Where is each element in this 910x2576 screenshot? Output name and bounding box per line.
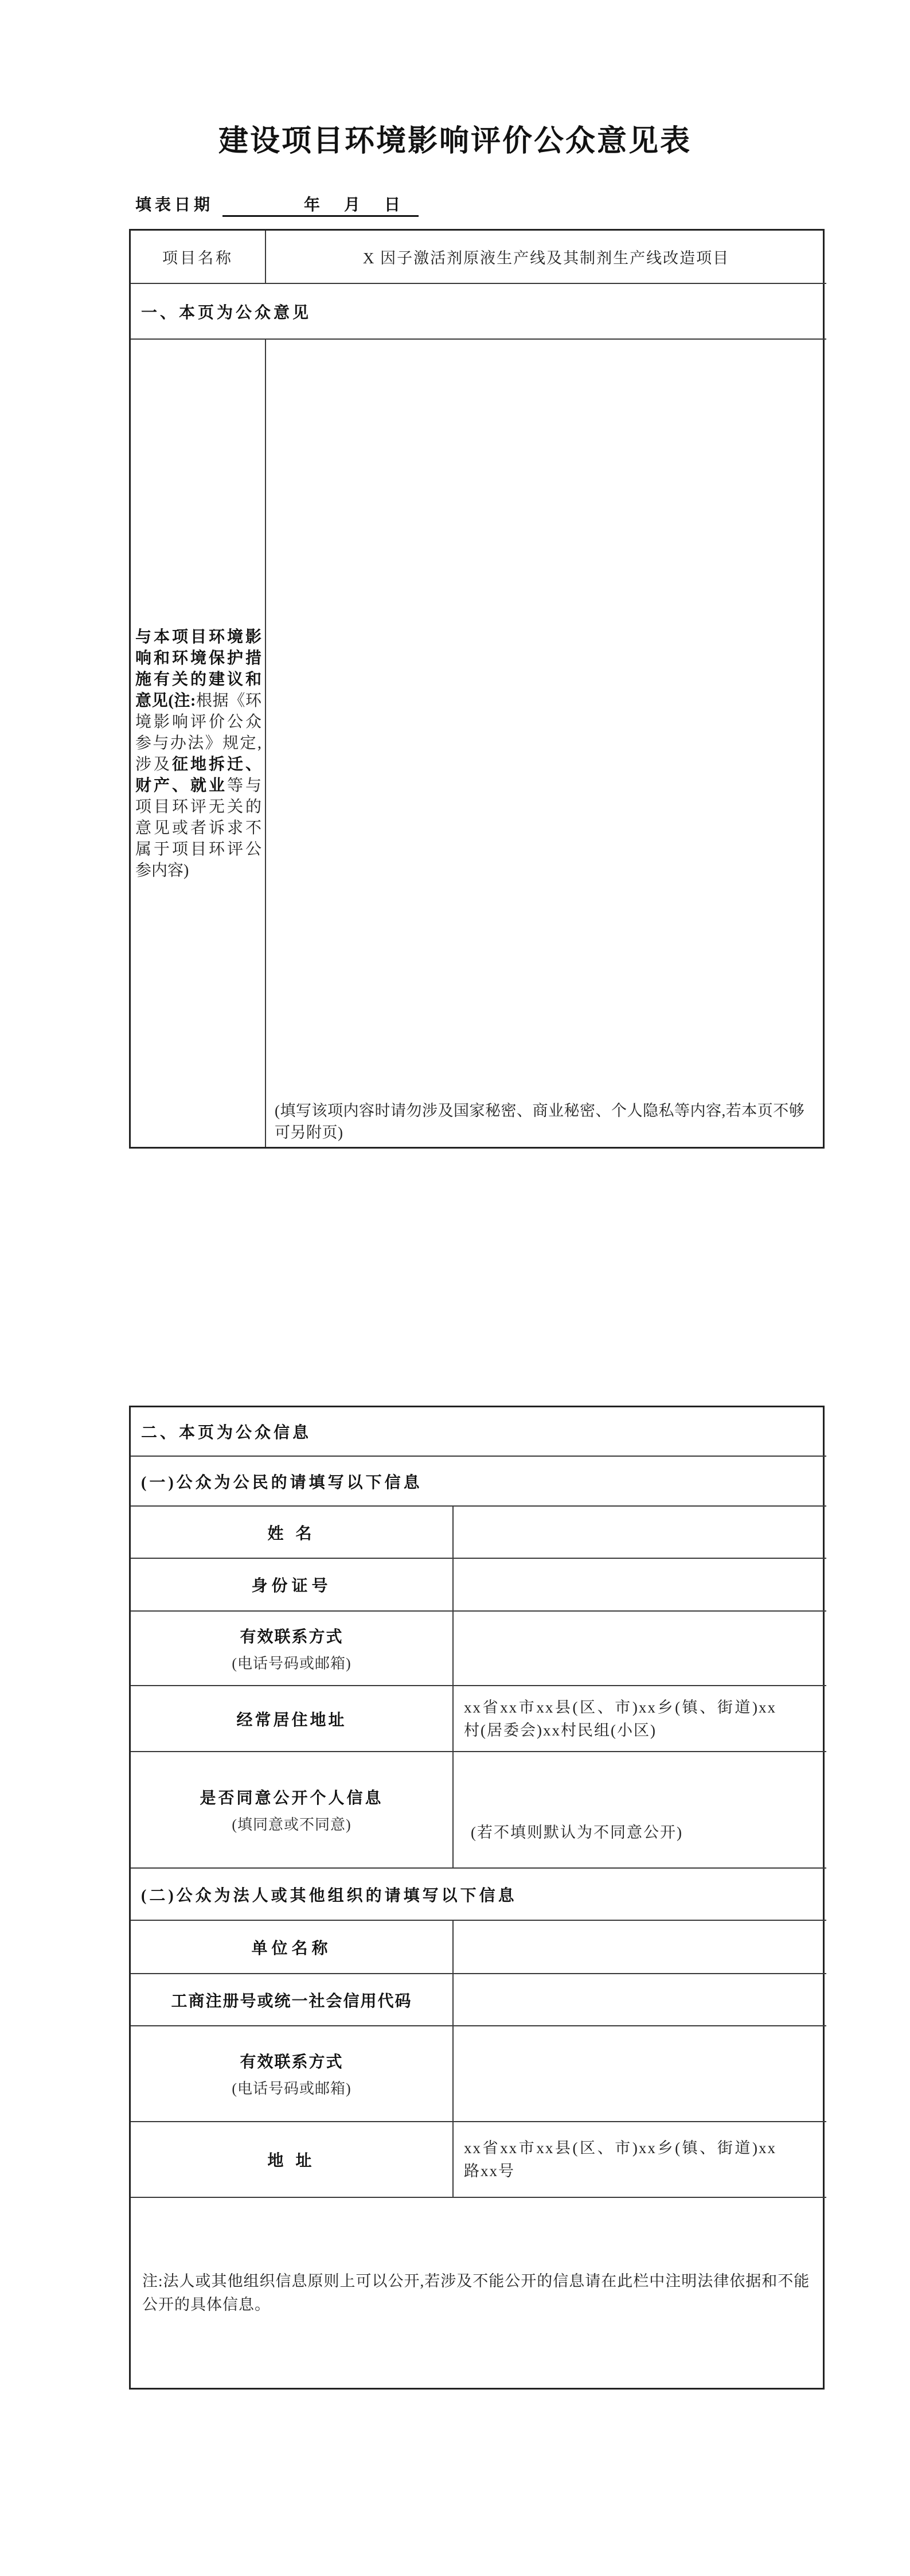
consent-sublabel: (填同意或不同意) [232,1816,351,1833]
opinion-label-seg-2: 根据《环境影响评价公众参与办法》规定,涉及 [135,692,261,773]
residence-label: 经常居住地址 [236,1711,347,1729]
year-label: 年 [304,196,321,214]
org-contact-label-cell [131,2026,454,2122]
org-section-header: (二)公众为法人或其他组织的请填写以下信息 [141,1886,517,1905]
org-contact-value-cell [454,2026,826,2122]
project-name-value: X 因子激活剂原液生产线及其制剂生产线改造项目 [362,250,730,267]
registration-label-cell [131,1974,454,2026]
project-name-label: 项目名称 [162,250,233,267]
footer-note-cell [131,2198,826,2388]
section1-header: 一、本页为公众意见 [141,303,312,322]
opinion-label-cell [131,340,266,1147]
opinion-label-seg-bold-3: 征地拆迁、财产、就业 [135,756,261,795]
org-name-label-cell [131,1921,454,1974]
consent-label: 是否同意公开个人信息 [200,1789,384,1807]
opinion-label-seg-4: 等与项目环评无关的意见或者诉求不属于项目环评公参内容) [135,777,261,880]
residence-value: xx省xx市xx县(区、市)xx乡(镇、街道)xx村(居委会)xx村民组(小区) [464,1698,776,1739]
day-label: 日 [384,196,401,214]
fill-date-label: 填表日期 [135,196,214,214]
consent-value-cell [454,1752,826,1869]
org-address-label-cell [131,2122,454,2198]
citizen-contact-value-cell [454,1612,826,1686]
citizen-contact-label-cell [131,1612,454,1686]
id-number-label-cell [131,1559,454,1612]
org-address-value-cell [454,2122,826,2198]
org-contact-label: 有效联系方式 [240,2053,343,2071]
opinion-cell-note: (填写该项内容时请勿涉及国家秘密、商业秘密、个人隐私等内容,若本页不够可另附页) [275,1102,805,1141]
opinion-value-cell [266,340,825,1147]
page-title: 建设项目环境影响评价公众意见表 [218,124,692,158]
name-label: 姓 名 [267,1524,316,1543]
id-number-label: 身份证号 [251,1577,332,1595]
org-address-value: xx省xx市xx县(区、市)xx乡(镇、街道)xx路xx号 [464,2139,776,2180]
consent-default-note: (若不填则默认为不同意公开) [471,1824,683,1841]
opinion-label-paragraph [135,627,261,881]
citizen-contact-sublabel: (电话号码或邮箱) [232,1655,351,1672]
name-label-cell [131,1507,454,1559]
fill-date-line [135,192,419,217]
public-info-table [129,1406,825,2390]
org-address-label: 地 址 [267,2152,316,2170]
section2-header-row [131,1407,826,1457]
registration-value-cell [454,1974,826,2026]
name-value-cell [454,1507,826,1559]
org-contact-sublabel: (电话号码或邮箱) [232,2080,351,2097]
citizen-section-header-row [131,1457,826,1507]
section2-header: 二、本页为公众信息 [141,1424,312,1442]
id-number-value-cell [454,1559,826,1612]
opinion-label-seg-bold-1: 与本项目环境影响和环境保护措施有关的建议和意见(注: [135,628,261,710]
project-name-value-cell [266,231,826,284]
footer-note: 注:法人或其他组织信息原则上可以公开,若涉及不能公开的信息请在此栏中注明法律依据和不能公开的具体信息。 [142,2272,810,2313]
fill-date-blank [222,194,419,217]
opinion-table [129,229,825,1149]
org-name-label: 单位名称 [251,1939,332,1958]
project-name-label-cell [131,231,266,284]
citizen-contact-label: 有效联系方式 [240,1628,343,1646]
section1-header-row [131,284,826,340]
registration-label: 工商注册号或统一社会信用代码 [171,1992,412,2010]
month-label: 月 [344,196,361,214]
citizen-section-header: (一)公众为公民的请填写以下信息 [141,1473,423,1492]
residence-value-cell [454,1686,826,1752]
org-section-header-row [131,1869,826,1921]
residence-label-cell [131,1686,454,1752]
consent-label-cell [131,1752,454,1869]
org-name-value-cell [454,1921,826,1974]
